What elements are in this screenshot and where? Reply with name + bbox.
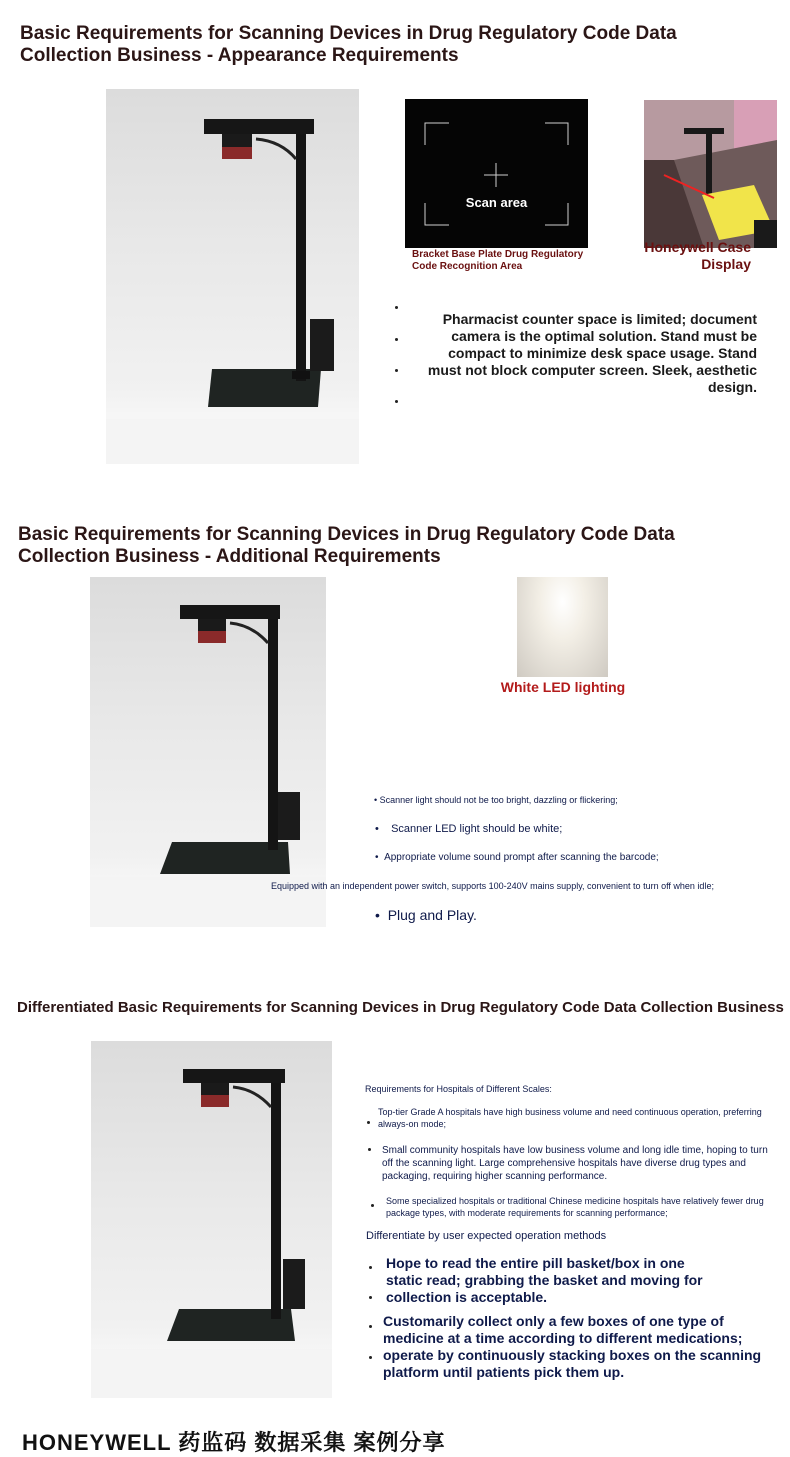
stand-photo-3 xyxy=(91,1041,332,1398)
operation-bullet-2: Customarily collect only a few boxes of one type of medicine at a time according to different medications; operate by continuously stacking boxes on the scanning platform until patients pick them up. xyxy=(383,1313,762,1380)
case-photo-image xyxy=(644,100,777,248)
bullet-item-2: • Scanner LED light should be white; xyxy=(375,823,563,835)
white-led-lighting-photo xyxy=(517,577,608,677)
bullet-dot xyxy=(371,1204,374,1207)
scan-frame-corners-icon xyxy=(405,99,588,248)
bullet-item-5: • Plug and Play. xyxy=(375,907,477,923)
bullet-dot xyxy=(368,1148,371,1151)
bullet-text: Plug and Play. xyxy=(387,907,477,923)
bullet-dot xyxy=(369,1296,372,1299)
case-display-caption: Honeywell Case Display xyxy=(644,239,751,272)
section1-title: Basic Requirements for Scanning Devices in Drug Regulatory Code Data Collection Business - Appearance Requirements xyxy=(20,23,677,66)
bullet-item-3: • Appropriate volume sound prompt after scanning the barcode; xyxy=(375,852,659,863)
footer-text: HONEYWELL 药监码 数据采集 案例分享 xyxy=(22,1430,446,1455)
scan-area-illustration xyxy=(405,99,588,248)
bullet-text: Scanner LED light should be white; xyxy=(391,823,563,835)
stand-photo-2 xyxy=(90,577,326,927)
bullet-dot xyxy=(369,1356,372,1359)
bullet-dot xyxy=(369,1325,372,1328)
hospital-bullet-2: Small community hospitals have low business volume and long idle time, hoping to turn off the scanning light. Large comprehensive hospitals have diverse drug types and packaging, requiring higher scanning performance. xyxy=(382,1145,768,1182)
stand-photo-1 xyxy=(106,89,359,464)
bullet-text: Scanner light should not be too bright, dazzling or flickering; xyxy=(379,795,618,805)
hospitals-heading: Requirements for Hospitals of Different Scales: xyxy=(365,1084,552,1094)
bullet-dot xyxy=(395,338,398,341)
hospital-bullet-3: Some specialized hospitals or traditional Chinese medicine hospitals have relatively fewer drug package types, with moderate requirements for scanning performance; xyxy=(386,1196,764,1218)
operation-bullet-1: Hope to read the entire pill basket/box in one static read; grabbing the basket and moving for collection is acceptable. xyxy=(386,1255,703,1305)
appearance-description: Pharmacist counter space is limited; document camera is the optimal solution. Stand must be compact to minimize desk space usage. Stand must not block computer screen. Sleek, aesthetic design. xyxy=(427,311,757,395)
bullet-item-4: Equipped with an independent power switch, supports 100-240V mains supply, convenient to turn off when idle; xyxy=(271,881,714,891)
bullet-dot xyxy=(369,1266,372,1269)
bullet-dot xyxy=(395,400,398,403)
bullet-dot xyxy=(395,306,398,309)
scan-area-label: Scan area xyxy=(465,195,528,210)
section3-title: Differentiated Basic Requirements for Scanning Devices in Drug Regulatory Code Data Collection Business xyxy=(17,999,784,1016)
honeywell-case-photo xyxy=(644,100,777,248)
bullet-item-1: • Scanner light should not be too bright, dazzling or flickering; xyxy=(374,795,618,805)
document-camera-stand-image xyxy=(90,577,326,927)
operation-heading: Differentiate by user expected operation methods xyxy=(366,1230,607,1242)
bullet-dot xyxy=(395,369,398,372)
hospital-bullet-1: Top-tier Grade A hospitals have high business volume and need continuous operation, preferring always-on mode; xyxy=(378,1107,762,1129)
bullet-dot xyxy=(367,1121,370,1124)
bullet-text: Appropriate volume sound prompt after scanning the barcode; xyxy=(384,852,659,863)
document-camera-stand-image xyxy=(106,89,359,464)
section2-title: Basic Requirements for Scanning Devices in Drug Regulatory Code Data Collection Business - Additional Requirements xyxy=(18,524,675,567)
document-camera-stand-image xyxy=(91,1041,332,1398)
scan-area-caption: Bracket Base Plate Drug Regulatory Code Recognition Area xyxy=(412,249,584,272)
white-led-caption: White LED lighting xyxy=(500,679,626,695)
